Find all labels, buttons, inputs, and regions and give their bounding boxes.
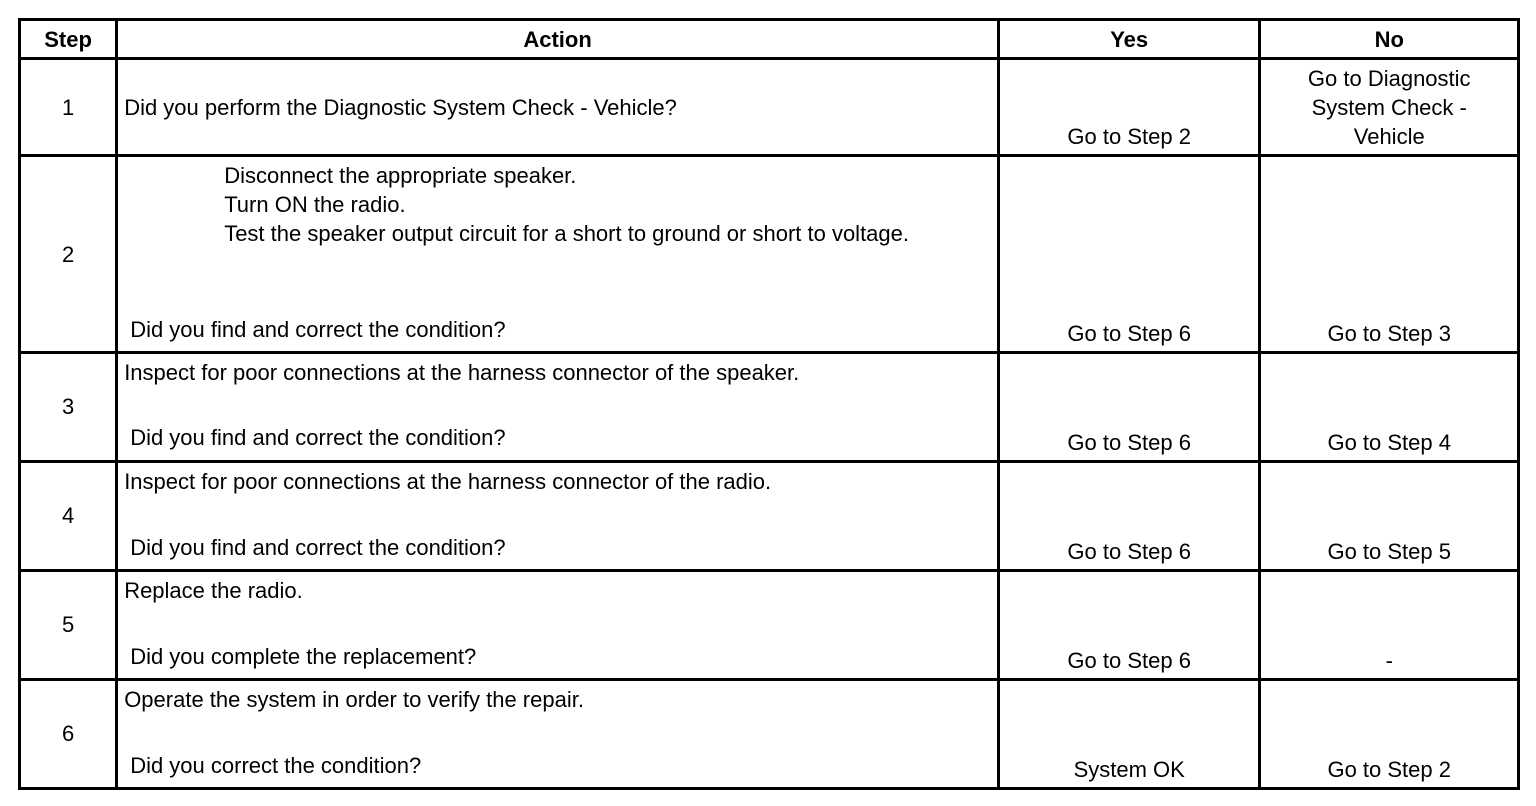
table-row bbox=[20, 156, 1519, 353]
action-instruction: Turn ON the radio. bbox=[224, 192, 406, 218]
yes-cell: Go to Step 6 bbox=[998, 461, 1260, 570]
action-instruction: Test the speaker output circuit for a short to ground or short to voltage. bbox=[224, 221, 910, 247]
action-cell bbox=[117, 156, 999, 353]
action-cell bbox=[117, 461, 999, 570]
action-instruction: Replace the radio. bbox=[124, 577, 303, 603]
action-question: Did you find and correct the condition? bbox=[130, 534, 506, 560]
action-question: Did you correct the condition? bbox=[130, 752, 422, 778]
no-cell: Go to Step 3 bbox=[1260, 156, 1519, 353]
action-question: Did you complete the replacement? bbox=[130, 643, 477, 669]
action-question: Did you perform the Diagnostic System Check - Vehicle? bbox=[124, 94, 677, 120]
no-cell: Go to Diagnostic System Check - Vehicle bbox=[1260, 59, 1519, 156]
action-cell bbox=[117, 679, 999, 788]
header-no: No bbox=[1260, 20, 1519, 59]
diagnostic-table bbox=[18, 18, 1520, 790]
step-number: 2 bbox=[20, 156, 117, 353]
action-question: Did you find and correct the condition? bbox=[130, 425, 506, 451]
action-cell bbox=[117, 353, 999, 461]
step-number: 6 bbox=[20, 679, 117, 788]
step-number: 1 bbox=[20, 59, 117, 156]
no-cell: Go to Step 2 bbox=[1260, 679, 1519, 788]
action-question: Did you find and correct the condition? bbox=[130, 317, 506, 343]
header-action: Action bbox=[117, 20, 999, 59]
table-row bbox=[20, 461, 1519, 570]
action-cell bbox=[117, 570, 999, 679]
yes-cell: System OK bbox=[998, 679, 1260, 788]
yes-cell: Go to Step 6 bbox=[998, 570, 1260, 679]
table-row bbox=[20, 59, 1519, 156]
action-instruction: Operate the system in order to verify the repair. bbox=[124, 686, 584, 712]
action-instruction: Disconnect the appropriate speaker. bbox=[224, 163, 577, 189]
header-row bbox=[20, 20, 1519, 59]
yes-cell: Go to Step 6 bbox=[998, 353, 1260, 461]
action-instruction: Inspect for poor connections at the harness connector of the radio. bbox=[124, 468, 772, 494]
action-cell bbox=[117, 59, 999, 156]
step-number: 4 bbox=[20, 461, 117, 570]
yes-cell: Go to Step 6 bbox=[998, 156, 1260, 353]
table-row bbox=[20, 679, 1519, 788]
no-cell: Go to Step 5 bbox=[1260, 461, 1519, 570]
no-cell: Go to Step 4 bbox=[1260, 353, 1519, 461]
step-number: 5 bbox=[20, 570, 117, 679]
header-step: Step bbox=[20, 20, 117, 59]
action-instruction: Inspect for poor connections at the harness connector of the speaker. bbox=[124, 360, 800, 386]
table-row bbox=[20, 570, 1519, 679]
no-cell: - bbox=[1260, 570, 1519, 679]
header-yes: Yes bbox=[998, 20, 1260, 59]
step-number: 3 bbox=[20, 353, 117, 461]
yes-cell: Go to Step 2 bbox=[998, 59, 1260, 156]
table-row bbox=[20, 353, 1519, 461]
